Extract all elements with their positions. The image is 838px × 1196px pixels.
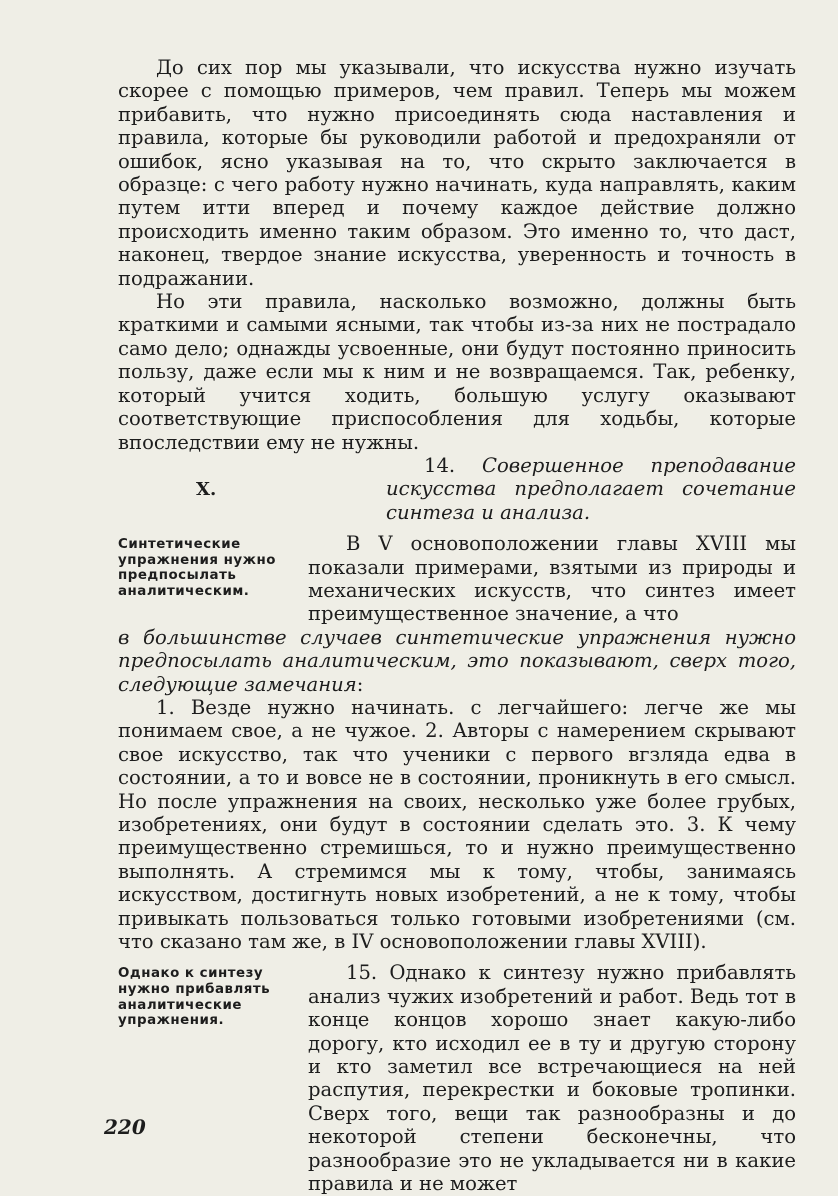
section-14-heading (118, 454, 796, 524)
paragraph-examples-rules: До сих пор мы указывали, что искусства нужно изучать скорее с помощью примеров, чем правил. Теперь мы можем прибавить, что нужно присоединять сюда наставления и правила, которые бы руководили работой и предохраняли от ошибок, ясно указывая на то, что скрыто заключается в образце: с чего работу нужно начинать, куда направлять, каким путем итти вперед и почему каждое действие должно происходить именно таким образом. Это именно то, что даст, наконец, твердое знание искусства, уверенность и точность в подражании. (118, 56, 796, 290)
section-14-title (386, 454, 796, 524)
section-14-italic-b: сверх того, следующие замечания (118, 649, 796, 696)
paragraph-numbered-points: 1. Везде нужно начинать. с легчайшего: легче же мы понимаем свое, а не чужое. 2. Авторы с намерением скрывают свое искусство, так что ученики с первого вгзляда едва в состоянии, а то и вовсе не в состоянии, проникнуть в его смысл. Но после упражнения на своих, несколько уже более грубых, изобретениях, они будут в состоянии сделать это. 3. К чему преимущественно стремишься, то и нужно преимущественно выполнять. А стремимся мы к тому, чтобы, занимаясь искусством, достигнуть новых изобретений, а не к тому, чтобы привыкать пользоваться только готовыми изобретениями (см. что сказано там же, в IV основоположении главы XVIII). (118, 695, 796, 954)
section-14-body-head (118, 532, 796, 626)
page-number: 220 (104, 1115, 146, 1139)
section-14-italic-a: в большинстве случаев синтетические упражнения нужно предпосылать аналитическим, это показывают, (118, 625, 796, 673)
colon: : (356, 672, 364, 696)
section-14-title-text: Совершенное преподавание искусства предполагает сочетание синтеза и анализа. (386, 453, 796, 524)
section-15-text: 15. Однако к синтезу нужно прибавлять анализ чужих изобретений и работ. Ведь тот в конце концов хорошо знает какую-либо дорогу, кто исходил ее в ту и другую сторону и кто заметил все встречающиеся на ней распутия, перекрестки и боковые тропинки. Сверх того, вещи так разнообразны и до некоторой степени бесконечны, что разнообразие это не укладывается ни в какие правила и не может (308, 961, 796, 1196)
paragraph-short-rules: Но эти правила, насколько возможно, должны быть краткими и самыми ясными, так чтобы из-за них не пострадало само дело; однажды усвоенные, они будут постоянно приносить пользу, даже если мы к ним и не возвращаемся. Так, ребенку, который учится ходить, большую услугу оказывают соответствующие приспособления для ходьбы, которые впоследствии ему не нужны. (118, 290, 796, 454)
chapter-roman-numeral: X. (196, 478, 217, 500)
margin-note-analysis: Однако к синтезу нужно прибавлять аналитические упражнения. (118, 966, 271, 1029)
section-14-body-continued (118, 626, 796, 696)
main-text (118, 56, 796, 1196)
section-15 (118, 961, 796, 1195)
margin-note-synthesis: Синтетические упражнения нужно предпосылать аналитическим. (118, 537, 276, 599)
section-14-body-start: В V основоположении главы XVIII мы показали примерами, взятыми из природы и механических искусств, что синтез имеет преимущественное значение, а что (308, 532, 796, 626)
section-14-number: 14. (424, 453, 456, 477)
